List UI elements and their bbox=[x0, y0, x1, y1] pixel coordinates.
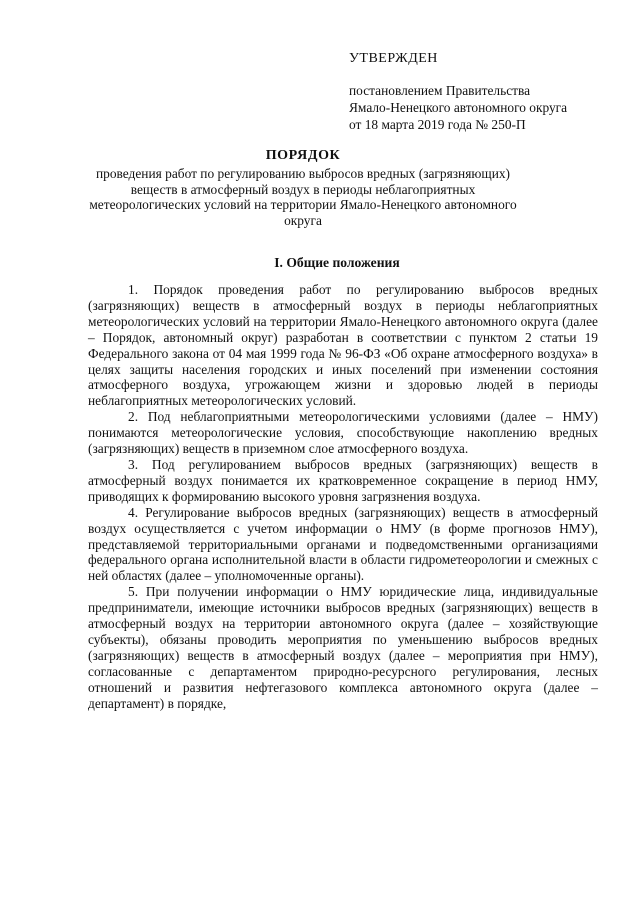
paragraph-3: 3. Под регулированием выбросов вредных (загрязняющих) веществ в атмосферный воздух понимается их кратковременное сокращение в период НМУ, приводящих к формированию высокого уровня загрязнения воздуха. bbox=[88, 456, 598, 504]
approval-stamp: УТВЕРЖДЕН bbox=[349, 51, 438, 66]
paragraph-5: 5. При получении информации о НМУ юридические лица, индивидуальные предприниматели, имеющие источники выбросов вредных (загрязняющих) веществ в атмосферный воздух на территории автономного округа (далее – хозяйствующие субъекты), обязаны проводить мероприятия по уменьшению выбросов вредных (загрязняющих) веществ в атмосферный воздух (далее – мероприятия при НМУ), согласованные с департаментом природно-ресурсного регулирования, лесных отношений и развития нефтегазового комплекса автономного округа (далее – департамент) в порядке, bbox=[88, 584, 598, 711]
paragraph-1: 1. Порядок проведения работ по регулированию выбросов вредных (загрязняющих) веществ в атмосферный воздух в периоды неблагоприятных метеорологических условий на территории Ямало-Ненецкого автономного округа (далее – Порядок, автономный округ) разработан в соответствии с пунктом 2 статьи 19 Федерального закона от 04 мая 1999 года № 96-ФЗ «Об охране атмосферного воздуха» в целях защиты населения городских и иных поселений при изменении состояния атмосферного воздуха, угрожающем жизни и здоровью людей в периоды неблагоприятных метеорологических условий. bbox=[88, 282, 598, 409]
document-subtitle: проведения работ по регулированию выбросов вредных (загрязняющих) веществ в атмосферный воздух в периоды неблагоприятных метеорологических условий на территории Ямало-Ненецкого автономного округа bbox=[89, 165, 517, 229]
document-title: ПОРЯДОК bbox=[265, 148, 341, 163]
document-title-block bbox=[88, 148, 518, 229]
approval-line-3: от 18 марта 2019 года № 250-П bbox=[349, 117, 526, 132]
section-heading: I. Общие положения bbox=[274, 255, 400, 270]
paragraph-2: 2. Под неблагоприятными метеорологическими условиями (далее – НМУ) понимаются метеорологические условия, способствующие накоплению вредных (загрязняющих) веществ в приземном слое атмосферного воздуха. bbox=[88, 409, 598, 457]
approval-line-1: постановлением Правительства bbox=[349, 83, 531, 98]
document-body bbox=[88, 282, 598, 711]
approval-line-2: Ямало-Ненецкого автономного округа bbox=[349, 100, 568, 115]
approval-block bbox=[349, 50, 619, 133]
paragraph-4: 4. Регулирование выбросов вредных (загрязняющих) веществ в атмосферный воздух осуществляется с учетом информации о НМУ (в форме прогнозов НМУ), представляемой территориальными органами и подведомственными организациями федерального органа исполнительной власти в области гидрометеорологии и смежных с ней областях (далее – уполномоченные органы). bbox=[88, 504, 598, 584]
